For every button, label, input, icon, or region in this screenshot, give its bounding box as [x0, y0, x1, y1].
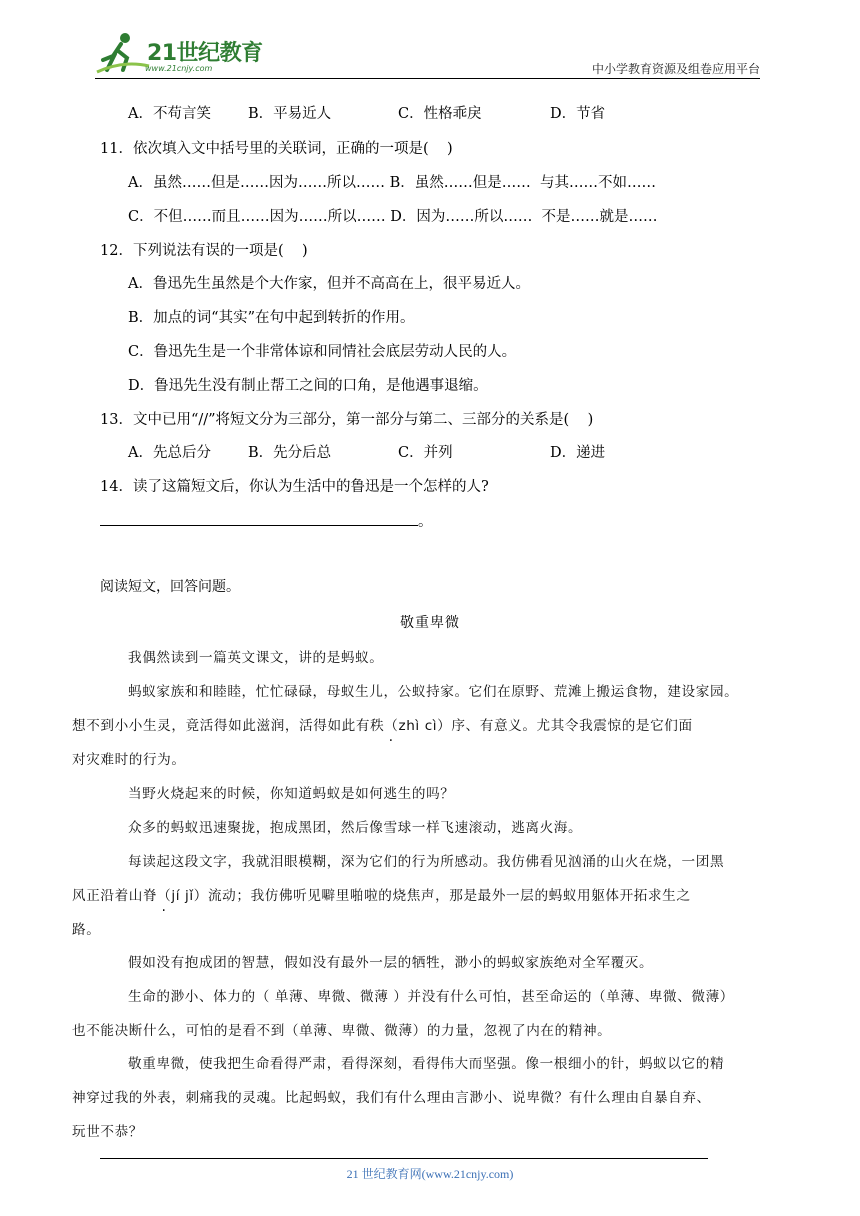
- p2-line2-post: （zhì cì）序、有意义。尤其令我震惊的是它们面: [384, 718, 693, 734]
- p8-line1: 敬重卑微，使我把生命看得严肃，看得深刻，看得伟大而坚强。像一根细小的针，蚂蚁以它的精: [128, 1056, 725, 1072]
- p2-line1: 蚂蚁家族和和睦睦，忙忙碌碌，母蚁生儿，公蚁持家。它们在原野、荒滩上搬运食物，建设家园。: [128, 684, 739, 700]
- q11-stem: 11．依次填入文中括号里的关联词，正确的一项是( ): [100, 141, 453, 157]
- p2-line3: 对灾难时的行为。: [72, 752, 186, 768]
- q10-option-a: A．不苟言笑: [128, 106, 211, 122]
- p7-line2: 也不能决断什么，可怕的是看不到（单薄、卑微、微薄）的力量，忽视了内在的精神。: [72, 1023, 612, 1039]
- passage-paragraph-3: 当野火烧起来的时候，你知道蚂蚁是如何逃生的吗？: [128, 786, 455, 802]
- q10-option-d: D．节省: [550, 106, 606, 122]
- footer-text[interactable]: 21 世纪教育网(www.21cnjy.com): [346, 1167, 514, 1181]
- q12-option-c: C．鲁迅先生是一个非常体谅和同情社会底层劳动人民的人。: [128, 344, 517, 360]
- passage-paragraph-8: [72, 1047, 766, 1149]
- q14-stem: 14．读了这篇短文后，你认为生活中的鲁迅是一个怎样的人?: [100, 479, 489, 495]
- emphasis-char: 脊: [142, 888, 158, 904]
- passage-title: 敬重卑微: [400, 615, 460, 631]
- q11-options-line2: C．不但……而且……因为……所以…… D．因为……所以…… 不是……就是……: [128, 209, 658, 225]
- q12-option-d: D．鲁迅先生没有制止帮工之间的口角，是他遇事退缩。: [128, 378, 488, 394]
- p8-line2: 神穿过我的外表，刺痛我的灵魂。比起蚂蚁，我们有什么理由言渺小、说卑微？有什么理由自暴自弃、: [72, 1090, 711, 1106]
- p5-line3: 路。: [72, 922, 101, 938]
- reading-instruction: 阅读短文，回答问题。: [100, 579, 240, 595]
- p7-line1: 生命的渺小、体力的（ 单薄、卑微、微薄 ）并没有什么可怕，甚至命运的（单薄、卑微、微薄）: [128, 989, 734, 1005]
- q13-option-c: C．并列: [398, 445, 453, 461]
- q12-option-b: B．加点的词“其实”在句中起到转折的作用。: [128, 310, 415, 326]
- q12-stem: 12．下列说法有误的一项是( ): [100, 243, 308, 259]
- q13-stem: 13．文中已用“//”将短文分为三部分，第一部分与第二、三部分的关系是( ): [100, 412, 594, 428]
- p2-line2-pre: 想不到小小生灵，竟活得如此滋润，活得如此有: [72, 718, 371, 734]
- q13-option-a: A．先总后分: [128, 445, 211, 461]
- emphasis-char: 秩: [370, 718, 385, 734]
- logo-url: www.21cnjy.com: [145, 64, 213, 73]
- q12-option-a: A．鲁迅先生虽然是个大作家，但并不高高在上，很平易近人。: [128, 276, 530, 292]
- answer-blank[interactable]: [100, 525, 418, 526]
- footer-divider: [100, 1158, 708, 1159]
- passage-paragraph-2: [72, 675, 766, 777]
- platform-name: 中小学教育资源及组卷应用平台: [591, 62, 760, 76]
- page-header: [95, 30, 760, 80]
- logo-text: 21世纪教育: [147, 41, 263, 66]
- p5-line2-post: （jí jǐ）流动；我仿佛听见噼里啪啦的烧焦声，那是最外一层的蚂蚁用躯体开拓求生之: [157, 888, 691, 904]
- q10-option-c: C．性格乖戾: [398, 106, 482, 122]
- runner-logo-icon: [95, 30, 151, 76]
- blank-period: 。: [418, 514, 433, 530]
- p8-line3: 玩世不恭？: [72, 1124, 143, 1140]
- header-divider: [95, 78, 760, 79]
- passage-paragraph-4: 众多的蚂蚁迅速聚拢，抱成黑团，然后像雪球一样飞速滚动，逃离火海。: [128, 820, 583, 836]
- q13-option-b: B．先分后总: [248, 445, 332, 461]
- passage-paragraph-6: 假如没有抱成团的智慧，假如没有最外一层的牺牲，渺小的蚂蚁家族绝对全军覆灭。: [128, 955, 654, 971]
- passage-paragraph-5: [72, 845, 766, 947]
- logo: [95, 30, 265, 76]
- q13-option-d: D．递进: [550, 445, 606, 461]
- p5-line2-pre: 风正沿着山: [72, 888, 143, 904]
- q11-options-line1: A．虽然……但是……因为……所以…… B．虽然……但是…… 与其……不如……: [128, 175, 656, 191]
- q10-option-b: B．平易近人: [248, 106, 332, 122]
- passage-paragraph-7: [72, 980, 766, 1048]
- passage-paragraph-1: 我偶然读到一篇英文课文，讲的是蚂蚁。: [128, 650, 384, 666]
- p5-line1: 每读起这段文字，我就泪眼模糊，深为它们的行为所感动。我仿佛看见汹涌的山火在烧，一团黑: [128, 854, 725, 870]
